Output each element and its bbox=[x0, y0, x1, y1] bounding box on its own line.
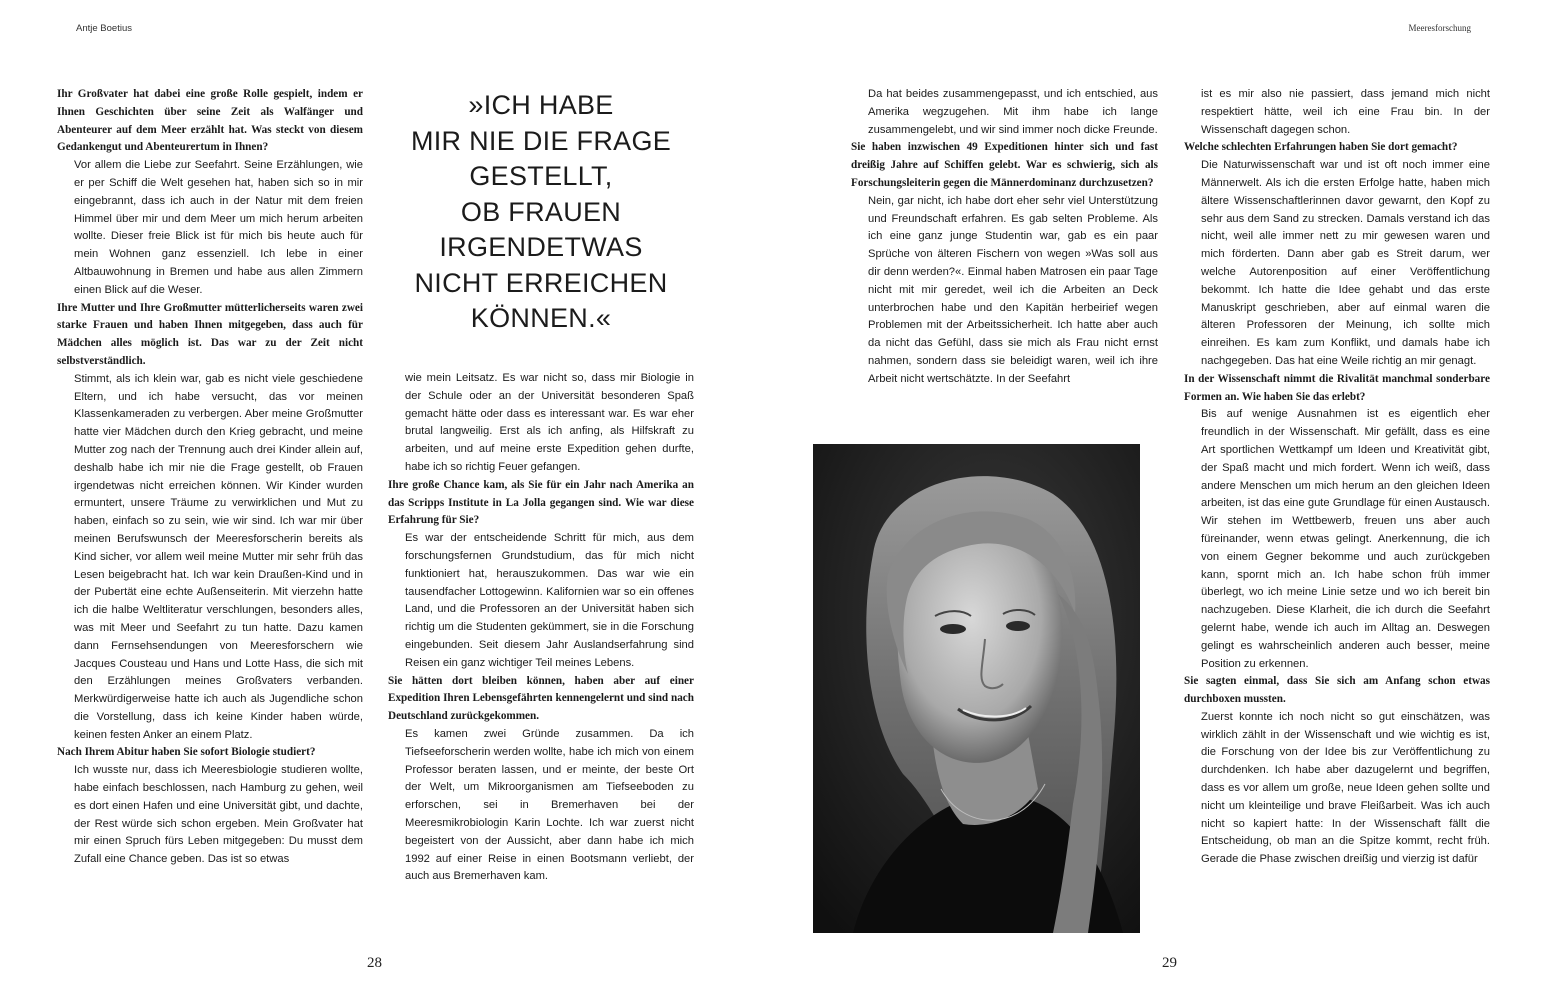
text-column-2 bbox=[388, 370, 694, 886]
pull-quote-line: »ICH HABE bbox=[468, 90, 614, 120]
interview-answer: ist es mir also nie passiert, dass jemand mich nicht respektiert hätte, weil ich eine Frau bin. In der Wissenschaft dagegen schon. bbox=[1201, 88, 1490, 136]
interview-answer: Vor allem die Liebe zur Seefahrt. Seine Erzählungen, wie er per Schiff die Welt gesehen hat, haben sich so in mir eingebrannt, dass ich auch in der Natur mit dem freien Himmel über mir und dem Meer um mich herum arbeiten wollte. Dieser freie Blick ist für mich bis heute auch für mein Wohnen ganz essenziell. Ich lebe in einer Altbauwohnung in Bremen und habe aus allen Zimmern einen Blick auf die Weser. bbox=[74, 159, 363, 296]
interview-answer: Nein, gar nicht, ich habe dort eher sehr viel Unterstützung und Freundschaft erfahren. Es gab selten Probleme. Als ich eine ganz junge Studentin war, gab es ein paar Sprüche von älteren Fischern von wegen »Was soll aus dir denn werden?«. Einmal haben Matrosen ein paar Tage nicht mit mir geredet, weil ich die Arbeiten an Deck unterbrochen habe und den Kapitän herbeirief wegen Problemen mit der Arbeitssicherheit. Ich hatte aber auch da nicht das Gefühl, dass sie mich als Frau nicht ernst nahmen, sondern dass sie beleidigt waren, weil ich ihre Arbeit nicht wertschätzte. In der Seefahrt bbox=[868, 194, 1158, 385]
portrait-illustration bbox=[813, 444, 1140, 933]
interview-question: Ihre Mutter und Ihre Großmutter mütterlicherseits waren zwei starke Frauen und haben Ihnen mitgegeben, dass auch für Mädchen alles möglich ist. Das war zu der Zeit nicht selbstverständlich. bbox=[57, 301, 363, 367]
interview-answer: Stimmt, als ich klein war, gab es nicht viele geschiedene Eltern, und ich habe versucht, das vor meinen Klassenkameraden zu verbergen. Aber meine Großmutter hatte vier Mädchen durch den Krieg gebracht, und meine Mutter zog nach der Trennung auch drei Kinder allein auf, deshalb habe ich mir nie die Frage gestellt, ob Frauen irgendetwas nicht erreichen können. Wir Kinder wurden ermuntert, unsere Träume zu verwirklichen und Mut zu haben, einfach so zu sein, wie wir sind. Ich war mir über meinen Berufswunsch der Meeresforscherin bereits als Kind sicher, vor allem weil meine Mutter mir sehr früh das Lesen beigebracht hat. Ich war kein Draußen-Kind und in der Pubertät eine echte Außenseiterin. Mit vierzehn hatte ich die halbe Weltliteratur verschlungen, besonders alles, was mit Meer und Seefahrt zu tun hatte. Dazu kamen dann Fernsehsendungen von Meeresforschern wie Jacques Cousteau und Hans und Lotte Hass, die sich mit den Erzählungen meines Großvaters verbanden. Merkwürdigerweise hatte ich auch als Jugendliche schon die Vorstellung, dass ich keine Kinder haben würde, keinen festen Anker an einem Platz. bbox=[74, 372, 363, 741]
interview-question: Sie sagten einmal, dass Sie sich am Anfang schon etwas durchboxen mussten. bbox=[1184, 675, 1490, 706]
pull-quote bbox=[396, 88, 686, 337]
interview-question: Sie hätten dort bleiben können, haben aber auf einer Expedition Ihren Lebensgefährten kennengelernt und sind nach Deutschland zurückgekommen. bbox=[388, 674, 694, 723]
interview-answer: wie mein Leitsatz. Es war nicht so, dass mir Biologie in der Schule oder an der Universität besonderen Spaß gemacht hätte oder dass es interessant war. Es war eher brutal langweilig. Erst als ich anfing, als Hilfskraft zu arbeiten, und auf meine erste Expedition gehen durfte, habe ich so richtig Feuer gefangen. bbox=[405, 372, 694, 473]
pull-quote-line: NICHT ERREICHEN bbox=[414, 267, 668, 298]
interview-answer: Da hat beides zusammengepasst, und ich entschied, aus Amerika wegzugehen. Mit ihm habe ich lange zusammengelebt, und wir sind immer noch dicke Freunde. bbox=[868, 88, 1158, 136]
pull-quote-line: IRGENDETWAS bbox=[439, 232, 643, 262]
interview-answer: Es war der entscheidende Schritt für mich, aus dem forschungsfernen Grundstudium, das für mich nicht funktioniert hat, herauszukommen. Das war wie ein tausendfacher Lottogewinn. Kalifornien war so ein offenes Land, und die Professoren an der Universität haben sich richtig um die Studenten gekümmert, sie in die Forschung eingebunden. Seit diesem Jahr Auslandserfahrung sind Reisen ein ganz wichtiger Teil meines Lebens. bbox=[405, 532, 694, 669]
interview-answer: Ich wusste nur, dass ich Meeresbiologie studieren wollte, habe einfach beschlossen, nach Hamburg zu gehen, weil es dort einen Hafen und eine Universität gibt, und dachte, der Rest würde sich schon ergeben. Mein Großvater hat mir einen Spruch fürs Leben mitgegeben: Du musst dem Zufall eine Chance geben. Das ist so etwas bbox=[74, 764, 363, 866]
pull-quote-line: OB FRAUEN bbox=[460, 196, 622, 227]
interview-answer: Zuerst konnte ich noch nicht so gut einschätzen, was wirklich zählt in der Wissenschaft und wie wichtig es ist, die Forschung von der Idee bis zur Veröffentlichung zu durchdenken. Ich habe aber dazugelernt und begriffen, dass es vor allem um große, neue Ideen gehen sollte und nicht um kleinteilige und brave Fleißarbeit. Was ich auch nicht so kapiert hatte: In der Wissenschaft fällt die Entscheidung, ob man an die Spitze kommt, recht früh. Gerade die Phase zwischen dreißig und vierzig ist dafür bbox=[1201, 710, 1490, 866]
interview-question: Welche schlechten Erfahrungen haben Sie dort gemacht? bbox=[1184, 141, 1458, 154]
interview-question: In der Wissenschaft nimmt die Rivalität manchmal sonderbare Formen an. Wie haben Sie das erlebt? bbox=[1184, 372, 1490, 403]
interview-question: Ihre große Chance kam, als Sie für ein Jahr nach Amerika an das Scripps Institute in La Jolla gegangen sind. Wie war diese Erfahrung für Sie? bbox=[388, 478, 694, 527]
interview-answer: Bis auf wenige Ausnahmen ist es eigentlich eher freundlich in der Wissenschaft. Mir gefällt, dass es eine Art sportlichen Wettkampf um Ideen und Kreativität gibt, der Spaß macht und mich fordert. Wenn ich weiß, dass andere Menschen um mich herum an den gleichen Ideen arbeiten, ist das eine gute Grundlage für einen Austausch. Wir stehen im Wettbewerb, freuen uns aber auch füreinander, wenn etwas gelingt. Anerkennung, die ich von einem Gegner bekomme und auch zurückgeben kann, spornt mich an. Ich habe schon früh immer überlegt, wo ich meine Linie setze und wo ich bereit bin nachzugeben. Diese Klarheit, die ich durch die Seefahrt gelernt habe, wende ich auch im Alltag an. Deswegen gelingt es wahrscheinlich anderen auch besser, meine Position zu erkennen. bbox=[1201, 408, 1490, 670]
pull-quote-line: GESTELLT, bbox=[469, 161, 613, 191]
interview-question: Sie haben inzwischen 49 Expeditionen hinter sich und fast dreißig Jahre auf Schiffen gelebt. War es schwierig, sich als Forschungsleiterin gegen die Männerdominanz durchzusetzen? bbox=[851, 141, 1158, 189]
page-number-left: 28 bbox=[367, 955, 382, 971]
page-number-right: 29 bbox=[1162, 955, 1177, 971]
pull-quote-line: KÖNNEN.« bbox=[470, 303, 612, 333]
interview-answer: Die Naturwissenschaft war und ist oft noch immer eine Männerwelt. Als ich die ersten Erfolge hatte, haben mich ältere Wissenschaftlerinnen davor gewarnt, den Kopf zu sehr aus dem Sand zu strecken. Damals verstand ich das nicht, weil alle immer nett zu mir gewesen waren und mich förderten. Dann aber gab es Streit darum, wer welche Autorenposition auf einer Veröffentlichung bekommt. Ich hatte die Idee gehabt und das erste Manuskript geschrieben, aber auf einmal waren die älteren Professoren der Meinung, ich sollte mich einreihen. Es kam zum Konflikt, und damals habe ich nachgegeben. Das hat eine Weile richtig an mir genagt. bbox=[1201, 159, 1490, 367]
text-column-3 bbox=[851, 86, 1158, 389]
text-column-1 bbox=[57, 86, 363, 869]
interview-answer: Es kamen zwei Gründe zusammen. Da ich Tiefseeforscherin werden wollte, habe ich mich von einem Professor beraten lassen, und er meinte, der beste Ort der Welt, um Mikroorganismen am Tiefseeboden zu erforschen, sei in Bremerhaven bei der Meeresmikrobiologin Karin Lochte. Ich war zuerst nicht begeistert von der Aussicht, aber dann habe ich mich 1992 auf einer Reise in einen Bootsmann verliebt, der auch aus Bremerhaven kam. bbox=[405, 727, 694, 883]
portrait-photo bbox=[813, 444, 1140, 933]
interview-question: Nach Ihrem Abitur haben Sie sofort Biologie studiert? bbox=[57, 746, 316, 759]
interview-question: Ihr Großvater hat dabei eine große Rolle gespielt, indem er Ihnen Geschichten über seine Zeit als Walfänger und Abenteurer auf dem Meer erzählt hat. Was steckt von diesem Gedankengut und Abenteurertum in Ihnen? bbox=[57, 88, 363, 154]
running-header-author: Antje Boetius bbox=[76, 23, 132, 34]
text-column-4 bbox=[1184, 86, 1490, 869]
running-header-section: Meeresforschung bbox=[1408, 23, 1471, 33]
pull-quote-line: MIR NIE DIE FRAGE bbox=[410, 125, 672, 156]
